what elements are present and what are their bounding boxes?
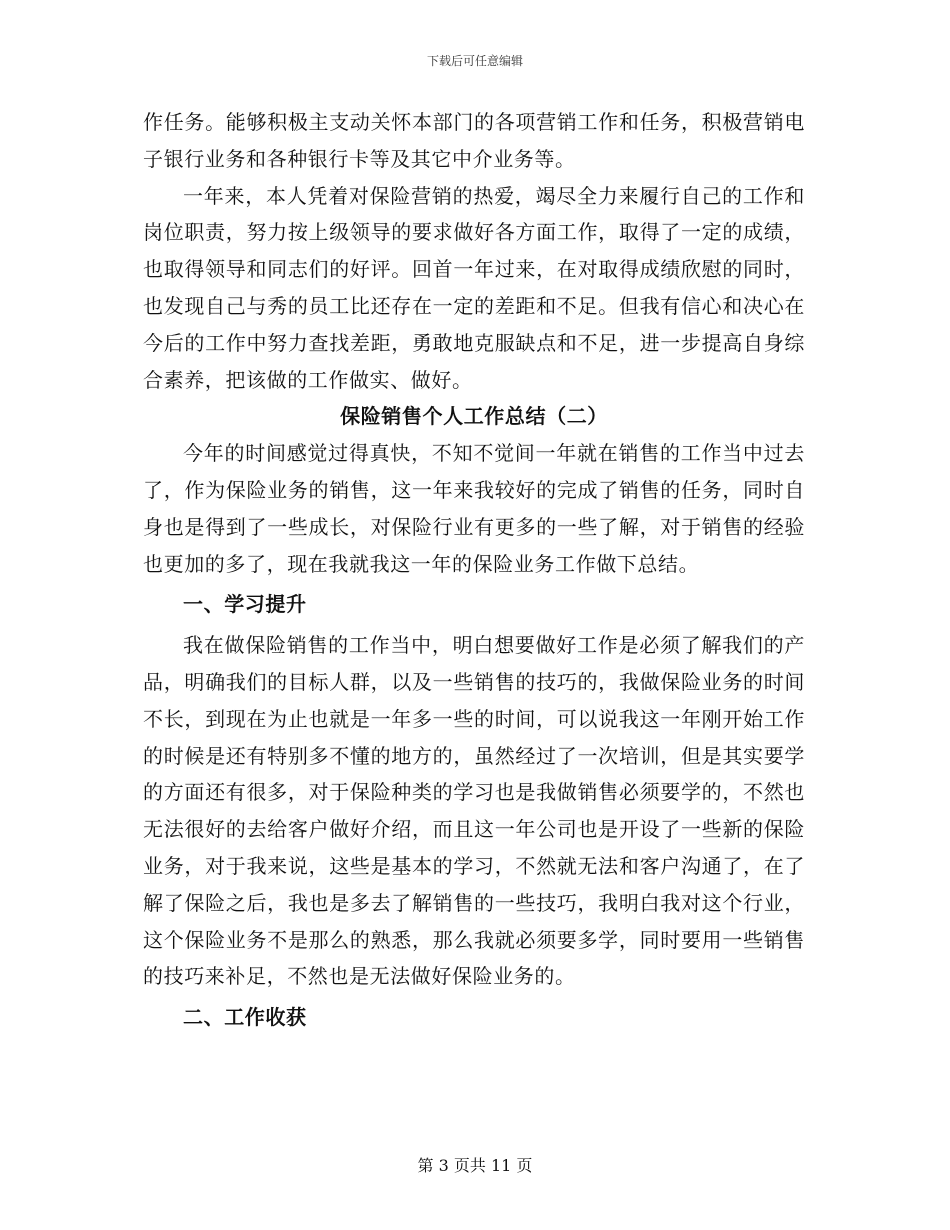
heading-harvest: 二、工作收获 (183, 1005, 307, 1030)
paragraph-intro: 今年的时间感觉过得真快，不知不觉间一年就在销售的工作当中过去了，作为保险业务的销售，这一年来我较好的完成了销售的任务，同时自身也是得到了一些成长，对保险行业有更多的一些了解，对于销售的经验也更加的多了，现在我就我这一年的保险业务工作做下总结。 (143, 441, 805, 576)
section-title: 保险销售个人工作总结（二） (340, 404, 608, 429)
paragraph-continued: 作任务。能够积极主支动关怀本部门的各项营销工作和任务，积极营销电子银行业务和各种银行卡等及其它中介业务等。 (143, 110, 805, 171)
paragraph-study: 我在做保险销售的工作当中，明白想要做好工作是必须了解我们的产品，明确我们的目标人群，以及一些销售的技巧的，我做保险业务的时间不长，到现在为止也就是一年多一些的时间，可以说我这一年刚开始工作的时候是还有特别多不懂的地方的，虽然经过了一次培训，但是其实要学的方面还有很多，对于保险种类的学习也是我做销售必须要学的，不然也无法很好的去给客户做好介绍，而且这一年公司也是开设了一些新的保险业务，对于我来说，这些是基本的学习，不然就无法和客户沟通了，在了解了保险之后，我也是多去了解销售的一些技巧，我明白我对这个行业，这个保险业务不是那么的熟悉，那么我就必须要多学，同时要用一些销售的技巧来补足，不然也是无法做好保险业务的。 (143, 633, 805, 989)
paragraph-summary: 一年来，本人凭着对保险营销的热爱，竭尽全力来履行自己的工作和岗位职责，努力按上级领导的要求做好各方面工作，取得了一定的成绩，也取得领导和同志们的好评。回首一年过来，在对取得成绩欣慰的同时，也发现自己与秀的员工比还存在一定的差距和不足。但我有信心和决心在今后的工作中努力查找差距，勇敢地克服缺点和不足，进一步提高自身综合素养，把该做的工作做实、做好。 (143, 183, 805, 392)
page-header: 下载后可任意编辑 (426, 54, 523, 68)
page-number: 第 3 页共 11 页 (417, 1156, 533, 1175)
document-body (143, 104, 805, 1040)
heading-study: 一、学习提升 (183, 592, 307, 617)
